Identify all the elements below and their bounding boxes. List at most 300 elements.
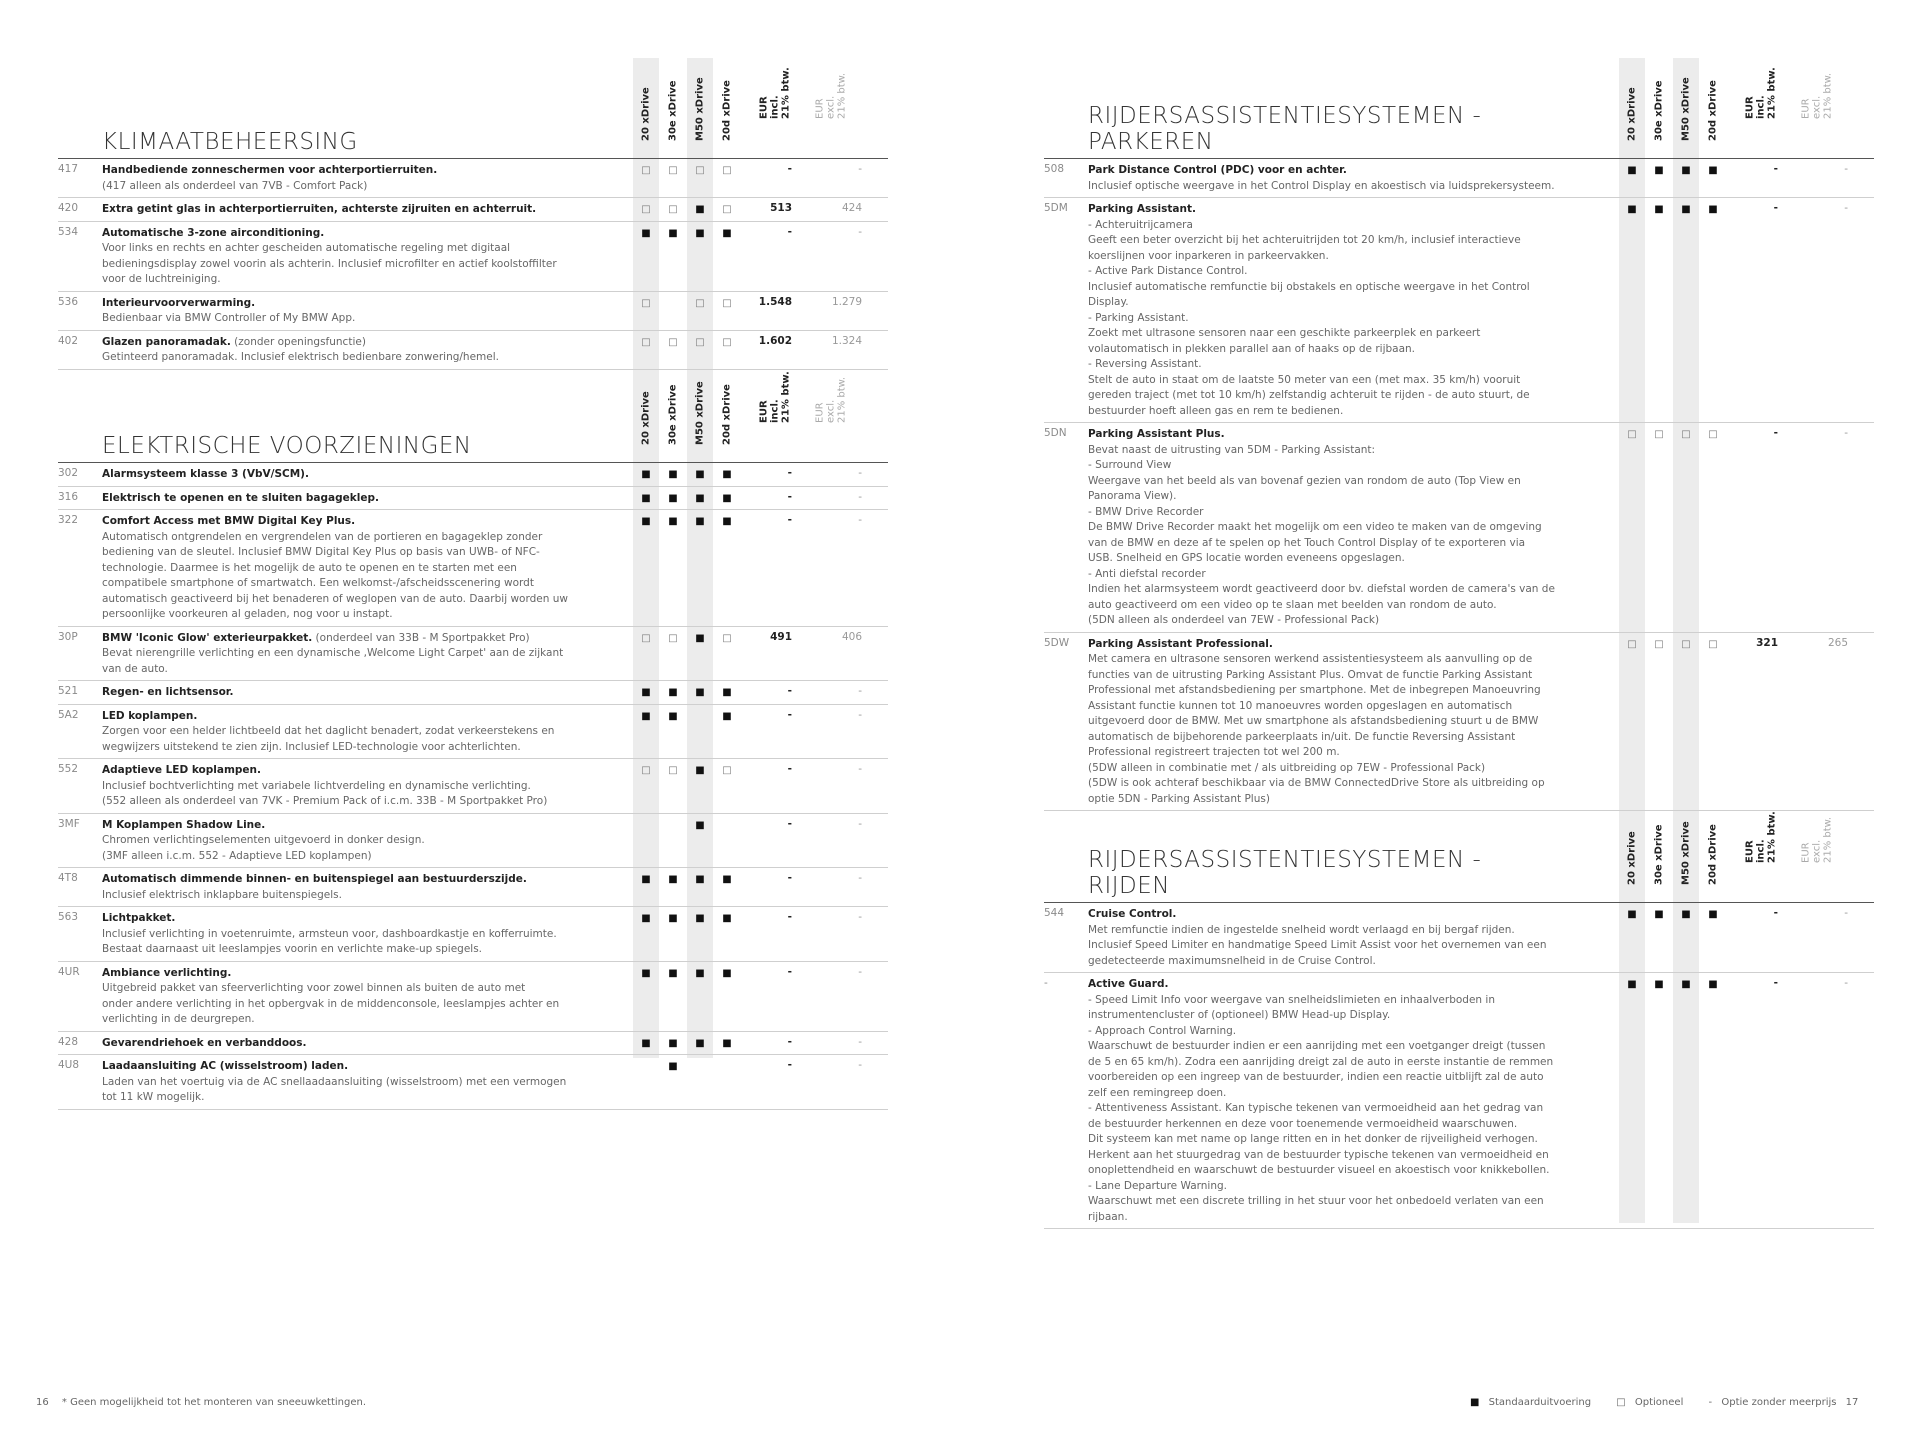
price-excl-vat: - [858,965,862,978]
price-incl-vat: - [787,965,792,978]
price-incl-vat: - [787,685,792,697]
column-header [1700,816,1726,896]
standard-marker-icon: ■ [668,227,678,239]
column-header [633,376,659,456]
option-details: Inclusief verlichting in voetenruimte, armsteun voor, dashboardkastje en kofferruimte. Bestaat daarnaast uit leeslampjes voorin en verlichte make-up spiegels. [102,927,557,955]
option-name: Cruise Control. [1088,908,1177,920]
standard-marker-icon: ■ [1654,204,1664,215]
option-description [102,966,612,1028]
option-description [102,872,612,903]
standard-marker-icon: ■ [1708,165,1718,176]
standard-marker-icon: ■ [1708,979,1718,990]
price-excl-vat: - [858,1059,862,1071]
standard-marker-icon: ■ [668,710,678,722]
price-incl-vat: - [1773,907,1778,919]
price-excl-vat: - [858,763,862,775]
footer-left [36,1397,366,1408]
option-name: Laadaansluiting AC (wisselstroom) laden. [102,1060,349,1072]
option-code: 402 [58,334,79,347]
optional-marker-icon: □ [695,165,705,176]
standard-marker-icon: ■ [695,516,705,527]
column-header-label: 20d xDrive [1707,824,1719,885]
column-header [714,376,740,456]
standard-marker-icon: ■ [722,913,732,924]
option-code: 508 [1044,163,1065,175]
standard-marker-icon: ■ [1654,165,1664,176]
column-header-label: M50 xDrive [694,77,706,141]
optional-marker-icon: □ [722,165,732,176]
section-header [1044,811,1874,903]
standard-marker-icon: ■ [695,1037,705,1049]
column-header-label: EUR incl. 21% btw. [1744,811,1778,863]
column-header [1800,816,1834,896]
optional-marker-icon: □ [722,204,732,215]
column-header [1646,816,1672,896]
option-description [102,514,612,623]
standard-marker-icon: ■ [668,874,678,885]
column-header [1619,816,1645,896]
optional-marker-icon: □ [1708,429,1718,440]
table-row [58,1032,888,1056]
price-incl-vat: - [787,817,792,830]
option-name: Automatisch dimmende binnen- en buitenspiegel aan bestuurderszijde. [102,873,527,885]
price-excl-vat: - [858,872,862,884]
section-header [58,371,888,463]
standard-marker-icon: ■ [641,1037,651,1049]
column-header-label: EUR incl. 21% btw. [1744,67,1778,119]
price-incl-vat: 491 [770,630,792,643]
option-name: Parking Assistant. [1088,203,1196,215]
column-header [1646,72,1672,152]
standard-marker-icon: ■ [668,492,678,504]
column-header-label: EUR excl. 21% btw. [814,72,848,119]
price-excl-vat: 424 [841,202,862,214]
option-name: Interieurvoorverwarming. [102,296,256,309]
price-excl-vat: - [1844,907,1848,919]
option-code: 521 [58,685,79,697]
option-name: Extra getint glas in achterportierruiten, achterste zijruiten en achterruit. [102,203,537,215]
optional-marker-icon: □ [722,336,732,348]
price-excl-vat: - [858,911,862,923]
optional-marker-icon: □ [641,765,651,776]
option-description [102,296,612,327]
price-incl-vat: 1.602 [758,334,792,347]
option-code: 536 [58,295,79,308]
option-code: 544 [1044,907,1065,919]
page-number-left: 16 [36,1397,49,1408]
option-code: 4T8 [58,872,78,884]
standard-marker-icon: ■ [695,765,705,776]
standard-marker-icon: ■ [1627,979,1637,990]
option-description [1088,637,1598,808]
standard-marker-icon: ■ [641,710,651,722]
column-header-label: 20d xDrive [721,80,733,141]
price-excl-vat: - [858,467,862,479]
option-name: Alarmsysteem klasse 3 (VbV/SCM). [102,468,309,480]
standard-marker-icon: ■ [722,687,732,698]
standard-marker-icon: ■ [722,492,732,504]
table-row [1044,159,1874,198]
option-details: Voor links en rechts en achter gescheiden automatische regeling met digitaal bedieningsdisplay zowel voorin als achterin. Inclusief microfilter en actief koolstoffilter voor de luchtreiniging. [102,242,557,285]
price-excl-vat: - [858,514,862,526]
price-incl-vat: - [787,1059,792,1071]
option-name: Ambiance verlichting. [102,966,232,979]
standard-marker-icon: ■ [695,687,705,698]
standard-marker-icon: ■ [1681,165,1691,176]
option-code: 428 [58,1035,79,1048]
standard-marker-icon: ■ [722,710,732,722]
standard-marker-icon: ■ [1627,165,1637,176]
column-header-label: M50 xDrive [1680,821,1692,885]
price-incl-vat: - [1773,427,1778,439]
price-incl-vat: 1.548 [758,295,792,308]
option-code: 4UR [58,965,80,978]
option-name: Handbediende zonneschermen voor achterportierruiten. [102,164,438,176]
optional-marker-icon: □ [1654,638,1664,650]
column-header [1619,72,1645,152]
price-excl-vat: - [858,817,862,830]
footnote: * Geen mogelijkheid tot het monteren van sneeuwkettingen. [61,1397,367,1408]
standard-marker-icon: ■ [722,469,732,480]
option-details: Zorgen voor een helder lichtbeeld dat het daglicht benadert, zodat verkeerstekens en wegwijzers uitstekend te zien zijn. Inclusief LED-technologie voor achterlichten. [102,725,555,753]
option-description [102,818,612,865]
column-header-label: EUR excl. 21% btw. [1800,72,1834,119]
table-row [58,759,888,814]
price-incl-vat: - [787,514,792,526]
optional-marker-icon: □ [668,765,678,776]
column-header-label: 20 xDrive [1626,87,1638,141]
standard-marker-icon: ■ [641,687,651,698]
price-incl-vat: 513 [770,202,792,214]
column-header-label: EUR excl. 21% btw. [1800,816,1834,863]
price-incl-vat: - [1773,163,1778,175]
price-excl-vat: - [1844,202,1848,214]
price-incl-vat: - [1773,202,1778,214]
table-row [1044,973,1874,1229]
standard-marker-icon: ■ [722,967,732,979]
price-excl-vat: 1.279 [831,295,862,308]
optional-marker-icon: □ [722,632,732,644]
standard-marker-icon: ■ [668,967,678,979]
option-details: Automatisch ontgrendelen en vergrendelen van de portieren en bagageklep zonder bediening van de sleutel. Inclusief BMW Digital Key Plus op basis van UWB- of NFC- technologie. Daarmee is het mogelijk de auto te openen en te starten met een compatibele smartphone of smartwatch. Een welkomst-/afscheidsscenering wordt automatisch geactiveerd bij het benaderen of weglopen van de auto. Daarbij worden uw persoonlijke voorkeuren al geladen, nog voor u instapt. [102,530,568,620]
option-description [1088,907,1598,969]
price-excl-vat: - [858,490,862,503]
optional-marker-icon: □ [641,336,651,348]
option-description [102,491,612,507]
option-description [102,163,612,194]
standard-marker-icon: ■ [722,1037,732,1049]
option-name: Automatische 3-zone airconditioning. [102,226,325,239]
option-details: Inclusief bochtverlichting met variabele lichtverdeling en dynamische verlichting. (552 alleen als onderdeel van 7VK - Premium Pack of i.c.m. 33B - M Sportpakket Pro) [102,779,548,807]
option-code: 5DN [1044,427,1067,439]
option-name: Parking Assistant Professional. [1088,637,1273,650]
price-excl-vat: - [858,1035,862,1048]
standard-marker-icon: ■ [641,516,651,527]
section-rijden [1044,811,1874,1229]
standard-marker-icon: ■ [1627,204,1637,215]
standard-marker-icon: ■ [668,913,678,924]
option-code: 420 [58,202,79,214]
column-header [1673,816,1699,896]
standard-marker-icon: ■ [695,967,705,979]
option-details: - Achteruitrijcamera Geeft een beter overzicht bij het achteruitrijden tot 20 km/h, inclusief interactieve koerslijnen voor inparkeren in parkeervakken. - Active Park Distance Control. Inclusief automatische remfunctie bij obstakels en optische weergave in het Control Display. - Parking Assistant. Zoekt met ultrasone sensoren naar een geschikte parkeerplek en parkeert volautomatisch in plekken parallel aan of haaks op de rijbaan. - Reversing Assistant. Stelt de auto in staat om de laatste 50 meter van een (met max. 35 km/h) vooruit gereden traject (met tot 10 km/h) zelfstandig achteruit te rijden - de auto stuurt, de bestuurder hoeft alleen gas en rem te bedienen. [1088,218,1530,417]
price-excl-vat: 265 [1827,636,1848,649]
optional-marker-icon: □ [641,165,651,176]
standard-marker-icon: ■ [695,204,705,215]
table-row [58,814,888,869]
standard-marker-icon: ■ [641,913,651,924]
optional-marker-icon: □ [668,336,678,348]
standard-marker-icon: ■ [668,1037,678,1049]
table-row [58,487,888,511]
standard-marker-icon: ■ [695,227,705,239]
column-header-label: EUR incl. 21% btw. [758,371,792,423]
table-row [58,198,888,222]
option-description [102,631,612,678]
standard-marker-icon: ■ [722,874,732,885]
standard-marker-icon: ■ [1681,204,1691,215]
table-row [58,222,888,292]
column-header [633,72,659,152]
option-code: 30P [58,630,78,643]
standard-marker-icon: ■ [668,516,678,527]
option-name: M Koplampen Shadow Line. [102,818,266,831]
standard-marker-icon: ■ [695,913,705,924]
option-description [102,763,612,810]
option-description [102,709,612,756]
price-incl-vat: - [787,467,792,479]
table-row [58,868,888,907]
standard-marker-icon: ■ [668,687,678,698]
option-details: Met camera en ultrasone sensoren werkend assistentiesysteem als aanvulling op de functies van de uitrusting Parking Assistant Plus. Omvat de functie Parking Assistant Professional met afstandsbediening per smartphone. Met de inbegrepen Manoeuvring Assistant functie kunnen tot 10 manoeuvres worden opgeslagen en automatisch uitgevoerd door de BMW. Met uw smartphone als afstandsbediening stuurt u de BMW automatisch de bijbehorende parkeerplaats in/uit. De functie Reversing Assistant Professional registreert trajecten tot wel 200 m. (5DW alleen in combinatie met / als uitbreiding op 7EW - Professional Pack) (5DW is ook achteraf beschikbaar via de BMW ConnectedDrive Store als uitbreiding op optie 5DN - Parking Assistant Plus) [1088,653,1545,805]
price-incl-vat: - [787,708,792,721]
column-header-label: 20 xDrive [1626,831,1638,885]
price-incl-vat: - [1773,977,1778,989]
option-description [1088,202,1598,419]
option-description [102,202,612,218]
price-incl-vat: 321 [1756,636,1778,649]
standard-marker-icon: ■ [641,492,651,504]
price-excl-vat: - [1844,977,1848,989]
optional-marker-icon: □ [641,632,651,644]
optional-marker-icon: □ [1681,429,1691,440]
legend-standard-symbol: ■ [1470,1397,1480,1408]
price-excl-vat: 406 [841,630,862,643]
section-klimaatbeheersing [58,58,888,370]
legend-optional-symbol: □ [1616,1397,1626,1408]
price-incl-vat: - [787,911,792,923]
column-header [660,376,686,456]
standard-marker-icon: ■ [1681,909,1691,920]
column-header-label: 20 xDrive [640,391,652,445]
option-name: Glazen panoramadak. [102,335,231,348]
option-description [102,335,612,366]
column-header [814,72,848,152]
column-header [758,371,792,456]
table-row [58,292,888,331]
standard-marker-icon: ■ [1708,909,1718,920]
column-header-label: M50 xDrive [1680,77,1692,141]
option-details: - Speed Limit Info voor weergave van snelheidslimieten en inhaalverboden in instrumentencluster of (optioneel) BMW Head-up Display. - Approach Control Warning. Waarschuwt de bestuurder indien er een aanrijding met een voetganger dreigt (tussen de 5 en 65 km/h). Zodra een aanrijding dreigt zal de auto in eerste instantie de remmen voorbereiden op een ingreep van de bestuurder, indien een reactie uitblijft zal de auto zelf een remingreep doen. - Attentiveness Assistant. Kan typische tekenen van vermoeidheid aan het gedrag van de bestuurder herkennen en deze voor toenemende vermoeidheid waarschuwen. Dit systeem kan met name op lange ritten en in het donker de rijveiligheid verhogen. Herkent aan het stuurgedrag van de bestuurder typische tekenen van vermoeidheid en onoplettendheid en waarschuwt de bestuurder visueel en akoestisch voor knikkebollen. - Lane Departure Warning. Waarschuwt met een discrete trilling in het stuur voor het onbedoeld verlaten van een rijbaan. [1088,993,1554,1223]
option-details: Bevat naast de uitrusting van 5DM - Parking Assistant: - Surround View Weergave van het beeld als van bovenaf gezien van rondom de auto (Top View en Panorama View). - BMW Drive Recorder De BMW Drive Recorder maakt het mogelijk om een video te maken van de omgeving van de BMW en deze af te spelen op het Touch Control Display of te exporteren via USB. Snelheid en GPS locatie worden eveneens opgeslagen. - Anti diefstal recorder Indien het alarmsysteem wordt geactiveerd door bv. diefstal worden de camera's van de auto geactiveerd om een video op te slaan met beelden van rondom de auto. (5DN alleen als onderdeel van 7EW - Professional Pack) [1088,443,1555,626]
column-header [1744,811,1778,896]
optional-marker-icon: □ [1708,638,1718,650]
option-details: Met remfunctie indien de ingestelde snelheid wordt verlaagd en bij bergaf rijden. Inclusief Speed Limiter en handmatige Speed Limit Assist voor het overnemen van een gedetecteerde maximumsnelheid in de Cruise Control. [1088,923,1547,967]
standard-marker-icon: ■ [641,469,651,480]
price-excl-vat: - [858,225,862,238]
column-header-label: 20 xDrive [640,87,652,141]
table-row [58,1055,888,1110]
price-excl-vat: - [858,685,862,697]
optional-marker-icon: □ [668,204,678,215]
option-code: 4U8 [58,1059,80,1071]
price-incl-vat: - [787,163,792,175]
standard-marker-icon: ■ [1654,979,1664,990]
legend-optional-label: Optioneel [1634,1397,1684,1408]
option-description [1088,163,1598,194]
table-row [58,705,888,760]
standard-marker-icon: ■ [668,469,678,480]
option-name: BMW 'Iconic Glow' exterieurpakket. [102,631,313,644]
standard-marker-icon: ■ [722,227,732,239]
page-number-right: 17 [1845,1397,1859,1408]
price-incl-vat: - [787,490,792,503]
column-header [687,376,713,456]
column-header-label: 30e xDrive [1653,80,1665,141]
standard-marker-icon: ■ [1627,909,1637,920]
option-code: - [1044,977,1048,989]
optional-marker-icon: □ [1627,429,1637,440]
table-row [1044,198,1874,423]
standard-marker-icon: ■ [722,516,732,527]
option-details: Inclusief elektrisch inklapbare buitenspiegels. [102,888,342,901]
option-code: 417 [58,163,79,175]
standard-marker-icon: ■ [1708,204,1718,215]
optional-marker-icon: □ [641,297,651,309]
option-description [102,911,612,958]
section-header [58,58,888,159]
option-name: Park Distance Control (PDC) voor en achter. [1088,164,1347,176]
option-description [1088,427,1598,629]
column-header [1700,72,1726,152]
column-header-label: 30e xDrive [1653,824,1665,885]
table-row [58,907,888,962]
option-code: 534 [58,225,79,238]
option-name: Active Guard. [1088,978,1169,990]
option-code: 3MF [58,817,80,830]
column-header [687,72,713,152]
section-title: RIJDERSASSISTENTIESYSTEMEN - PARKEREN [1088,103,1482,155]
column-header [1800,72,1834,152]
optional-marker-icon: □ [1627,638,1637,650]
standard-marker-icon: ■ [695,874,705,885]
option-name: Elektrisch te openen en te sluiten bagageklep. [102,491,379,504]
column-header-label: 20d xDrive [1707,80,1719,141]
price-excl-vat: - [1844,163,1848,175]
table-row [58,463,888,487]
optional-marker-icon: □ [722,765,732,776]
option-code: 322 [58,514,79,526]
section-title: RIJDERSASSISTENTIESYSTEMEN - RIJDEN [1088,847,1482,899]
optional-marker-icon: □ [1681,638,1691,650]
standard-marker-icon: ■ [1681,979,1691,990]
standard-marker-icon: ■ [695,492,705,504]
option-name: Gevarendriehoek en verbanddoos. [102,1036,307,1049]
option-description [1088,977,1598,1225]
table-row [58,510,888,627]
price-incl-vat: - [787,872,792,884]
table-row [1044,903,1874,973]
standard-marker-icon: ■ [641,967,651,979]
column-header [714,72,740,152]
option-name: LED koplampen. [102,709,198,722]
option-code: 302 [58,467,79,479]
section-elektrische-voorzieningen [58,371,888,1110]
legend-dash-label: Optie zonder meerprijs [1721,1397,1837,1408]
table-row [58,331,888,370]
option-code: 5A2 [58,708,79,721]
optional-marker-icon: □ [722,297,732,309]
option-name: Regen- en lichtsensor. [102,686,234,698]
column-header-label: EUR incl. 21% btw. [758,67,792,119]
table-row [1044,633,1874,812]
column-header [814,376,848,456]
option-name: Comfort Access met BMW Digital Key Plus. [102,515,356,527]
standard-marker-icon: ■ [641,227,651,239]
column-header [660,72,686,152]
option-details: Inclusief optische weergave in het Control Display en akoestisch via luidsprekersysteem. [1088,179,1555,192]
table-row [58,681,888,705]
option-code: 316 [58,490,79,503]
option-name: Adaptieve LED koplampen. [102,764,261,776]
optional-marker-icon: □ [641,204,651,215]
option-details: (onderdeel van 33B - M Sportpakket Pro) Bevat nierengrille verlichting en een dynamische ,Welcome Light Carpet' aan de zijkant van de auto. [102,631,564,675]
standard-marker-icon: ■ [695,632,705,644]
option-code: 5DM [1044,202,1068,214]
column-header-label: 30e xDrive [667,80,679,141]
section-title: ELEKTRISCHE VOORZIENINGEN [102,433,472,459]
option-name: Parking Assistant Plus. [1088,428,1225,440]
option-code: 5DW [1044,636,1070,649]
table-row [1044,423,1874,633]
column-header [1673,72,1699,152]
standard-marker-icon: ■ [695,819,705,831]
option-description [102,226,612,288]
option-description [102,685,612,701]
option-details: (417 alleen als onderdeel van 7VB - Comfort Pack) [102,179,368,192]
option-details: Uitgebreid pakket van sfeerverlichting voor zowel binnen als buiten de auto met onder andere verlichting in het opbergvak in de middenconsole, leeslampjes achter en verlichting in de deurgrepen. [102,982,560,1025]
column-header-label: EUR excl. 21% btw. [814,376,848,423]
price-excl-vat: - [858,163,862,175]
column-header-label: 30e xDrive [667,384,679,445]
option-details: Chromen verlichtingselementen uitgevoerd in donker design. (3MF alleen i.c.m. 552 - Adaptieve LED koplampen) [102,834,425,862]
option-code: 563 [58,911,79,923]
footer-right [1470,1397,1858,1408]
standard-marker-icon: ■ [1654,909,1664,920]
price-incl-vat: - [787,1035,792,1048]
column-header-label: M50 xDrive [694,381,706,445]
price-excl-vat: - [858,708,862,721]
table-row [58,159,888,198]
section-parkeren [1044,58,1874,811]
option-description [102,1036,612,1052]
option-details: (zonder openingsfunctie) Getinteerd panoramadak. Inclusief elektrisch bedienbare zonwering/hemel. [102,335,499,363]
standard-marker-icon: ■ [668,1061,678,1072]
legend-dash-symbol: - [1708,1397,1713,1408]
option-details: Laden van het voertuig via de AC snellaadaansluiting (wisselstroom) met een vermogen tot 11 kW mogelijk. [102,1075,567,1103]
price-excl-vat: 1.324 [831,334,862,347]
table-row [58,627,888,682]
